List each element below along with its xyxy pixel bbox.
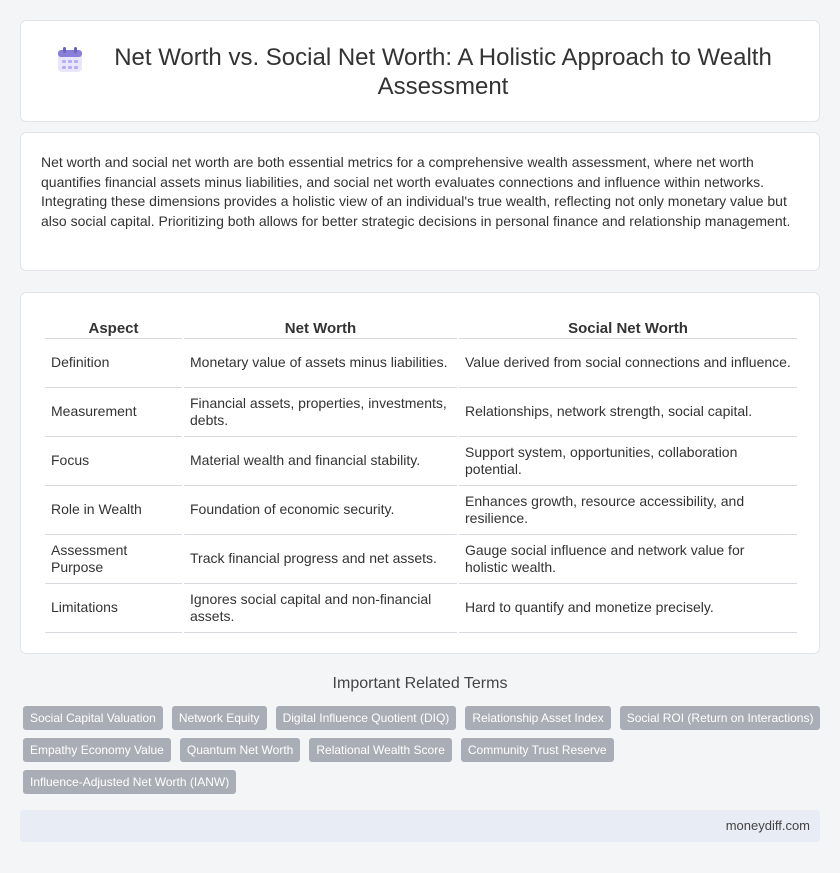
term-tag[interactable]: Social Capital Valuation bbox=[23, 706, 163, 730]
term-tag[interactable]: Relational Wealth Score bbox=[309, 738, 452, 762]
intro-text: Net worth and social net worth are both essential metrics for a comprehensive wealth assessment, where net worth quantifies financial assets minus liabilities, and social net worth evaluates connections and influence within networks. Integrating these dimensions provides a holistic view of an individual's true wealth, reflecting not only monetary value but also social capital. Prioritizing both allows for better strategic decisions in personal finance and relationship management. bbox=[41, 154, 791, 229]
table-cell: Track financial progress and net assets. bbox=[184, 535, 457, 584]
header-card bbox=[20, 20, 820, 122]
footer-site-link[interactable]: moneydiff.com bbox=[725, 818, 810, 833]
table-cell: Foundation of economic security. bbox=[184, 486, 457, 535]
table-cell: Gauge social influence and network value for holistic wealth. bbox=[459, 535, 797, 584]
table-row bbox=[45, 584, 797, 633]
table-cell: Focus bbox=[45, 437, 182, 486]
comparison-table-card bbox=[20, 292, 820, 654]
table-cell: Definition bbox=[45, 339, 182, 388]
table-cell: Enhances growth, resource accessibility, and resilience. bbox=[459, 486, 797, 535]
table-cell: Ignores social capital and non-financial assets. bbox=[184, 584, 457, 633]
table-row bbox=[45, 437, 797, 486]
term-tag[interactable]: Empathy Economy Value bbox=[23, 738, 171, 762]
related-terms-list bbox=[23, 706, 823, 794]
term-tag[interactable]: Influence-Adjusted Net Worth (IANW) bbox=[23, 770, 236, 794]
table-cell: Hard to quantify and monetize precisely. bbox=[459, 584, 797, 633]
intro-card bbox=[20, 132, 820, 271]
term-tag[interactable]: Network Equity bbox=[172, 706, 267, 730]
table-row bbox=[45, 388, 797, 437]
term-tag[interactable]: Community Trust Reserve bbox=[461, 738, 614, 762]
term-tag[interactable]: Social ROI (Return on Interactions) bbox=[620, 706, 821, 730]
column-header-social-net-worth: Social Net Worth bbox=[459, 313, 797, 339]
column-header-net-worth: Net Worth bbox=[184, 313, 457, 339]
page-title: Net Worth vs. Social Net Worth: A Holistic Approach to Wealth Assessment bbox=[114, 44, 772, 100]
table-cell: Support system, opportunities, collaboration potential. bbox=[459, 437, 797, 486]
table-cell: Measurement bbox=[45, 388, 182, 437]
table-cell: Relationships, network strength, social capital. bbox=[459, 388, 797, 437]
table-cell: Assessment Purpose bbox=[45, 535, 182, 584]
table-cell: Financial assets, properties, investments, debts. bbox=[184, 388, 457, 437]
table-cell: Role in Wealth bbox=[45, 486, 182, 535]
term-tag[interactable]: Quantum Net Worth bbox=[180, 738, 301, 762]
comparison-table bbox=[43, 313, 799, 633]
footer bbox=[20, 810, 820, 842]
table-row bbox=[45, 486, 797, 535]
related-terms-title: Important Related Terms bbox=[332, 675, 508, 692]
term-tag[interactable]: Relationship Asset Index bbox=[465, 706, 610, 730]
table-cell: Value derived from social connections and influence. bbox=[459, 339, 797, 388]
term-tag[interactable]: Digital Influence Quotient (DIQ) bbox=[276, 706, 457, 730]
table-cell: Monetary value of assets minus liabilities. bbox=[184, 339, 457, 388]
table-header-row bbox=[45, 313, 797, 339]
table-cell: Limitations bbox=[45, 584, 182, 633]
table-row bbox=[45, 339, 797, 388]
calendar-icon bbox=[57, 47, 83, 73]
table-row bbox=[45, 535, 797, 584]
column-header-aspect: Aspect bbox=[45, 313, 182, 339]
table-cell: Material wealth and financial stability. bbox=[184, 437, 457, 486]
